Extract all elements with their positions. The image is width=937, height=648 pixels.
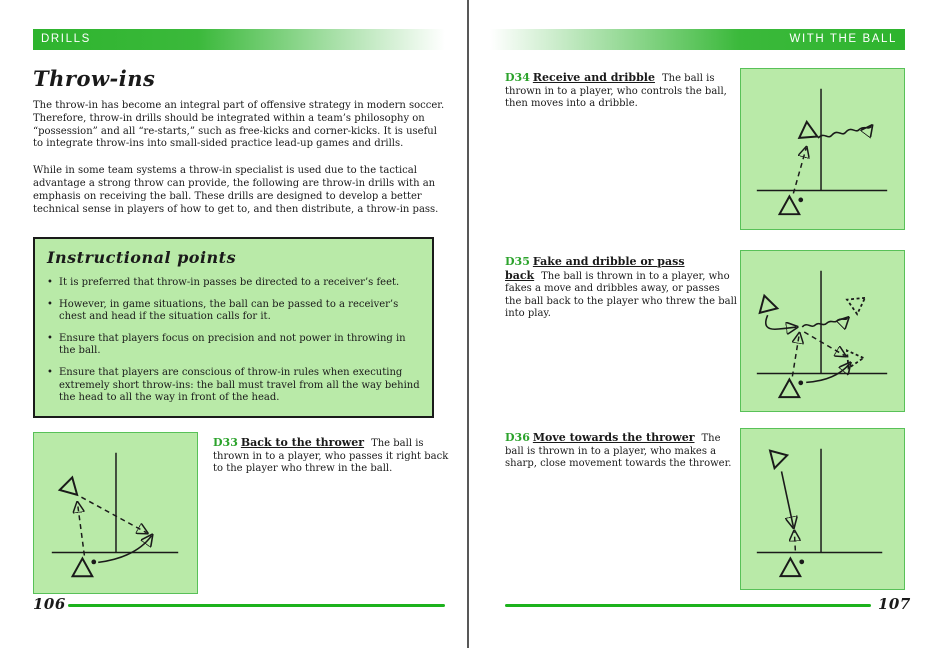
drill-description: The ball is thrown in to a player, who makes a sharp, close movement towards the thrower. xyxy=(505,433,732,470)
drill-diagram-d35 xyxy=(740,250,905,412)
ball-dot xyxy=(91,560,96,565)
dribble-wavy-arrow xyxy=(802,318,847,327)
receiver-triangle xyxy=(766,451,787,471)
throw-pass-arrow xyxy=(792,334,799,376)
instructional-point: • It is preferred that throw-in passes be directed to a receiver’s feet. xyxy=(47,277,420,290)
receiver-ghost-triangle-lower xyxy=(847,349,864,368)
drill-diagram-d33 xyxy=(33,432,198,594)
receiver-triangle xyxy=(760,296,780,317)
dribble-wavy-arrow xyxy=(818,126,871,138)
thrower-triangle xyxy=(780,196,800,214)
intro-paragraph-1: The throw-in has become an integral part of offensive strategy in modern soccer. Therefore, throw-in drills should be integrated within a team’s philosophy on “possession” and all “re-starts,” such as free-kicks and corner-kicks. It is useful to integrate throw-ins into small-sided practice lead-up games and drills. xyxy=(33,100,445,150)
drill-diagram-d36 xyxy=(740,428,905,590)
instructional-point: • However, in game situations, the ball can be passed to a receiver’s chest and head if the situation calls for it. xyxy=(47,299,420,324)
throw-pass-arrow xyxy=(77,503,84,555)
thrower-run-arrow xyxy=(98,536,151,563)
ball-dot xyxy=(799,559,804,564)
drill-text-d34 xyxy=(505,72,737,111)
instructional-points-box xyxy=(33,237,434,418)
left-page-header-label: DRILLS xyxy=(41,33,91,45)
drill-id: D36 xyxy=(505,431,530,444)
drill-title: Receive and dribble xyxy=(532,71,655,84)
movement-arrow xyxy=(782,471,794,526)
drill-text-d33 xyxy=(213,437,453,476)
return-pass-arrow xyxy=(81,497,146,533)
page-title: Throw-ins xyxy=(33,66,156,91)
pass-back-arrow xyxy=(804,332,844,356)
drill-diagram-d34-icon xyxy=(741,69,904,229)
footer-rule-right xyxy=(505,604,871,607)
intro-paragraph-2: While in some team systems a throw-in specialist is used due to the tactical advantage a strong throw can provide, the following are throw-in drills with an emphasis on receiving the ball. These drills are designed to develop a better technical sense in players of how to get to, and then distribute, a throw-in pass. xyxy=(33,165,439,215)
drill-text-d36 xyxy=(505,432,737,471)
instructional-point: • Ensure that players are conscious of throw-in rules when executing extremely short throw-ins: the ball must travel from all the way behind the head to all the way in front of the head. xyxy=(47,367,420,405)
page-number-left: 106 xyxy=(33,595,66,613)
drill-id: D33 xyxy=(213,436,238,449)
drill-diagram-d34 xyxy=(740,68,905,230)
fake-move-arrow xyxy=(766,315,797,329)
right-page-header-label: WITH THE BALL xyxy=(789,33,897,45)
receiver-ghost-triangle-upper xyxy=(847,291,870,315)
drill-diagram-d36-icon xyxy=(741,429,904,589)
thrower-triangle xyxy=(781,558,801,576)
drill-description: The ball is thrown in to a player, who controls the ball, then moves into a dribble. xyxy=(505,73,727,110)
thrower-triangle xyxy=(780,379,800,397)
throw-pass-arrow xyxy=(794,532,795,551)
instructional-points-title: Instructional points xyxy=(47,248,237,267)
drill-title: Move towards the thrower xyxy=(532,431,695,444)
drill-description: The ball is thrown in to a player, who fakes a move and dribbles away, or passes the ball back to the player who threw the ball into play. xyxy=(505,270,737,320)
ball-dot xyxy=(798,380,803,385)
receiver-triangle xyxy=(60,477,84,501)
ball-dot xyxy=(798,197,803,202)
drill-diagram-d33-icon xyxy=(34,433,197,593)
drill-text-d35 xyxy=(505,256,737,321)
receiver-triangle xyxy=(799,122,821,145)
drill-title: Fake and dribble or pass back xyxy=(505,255,685,282)
drill-description: The ball is thrown in to a player, who passes it right back to the player who threw in the ball. xyxy=(213,438,449,475)
thrower-triangle xyxy=(73,558,93,576)
drill-id: D34 xyxy=(505,71,530,84)
page-number-right: 107 xyxy=(878,595,911,613)
footer-rule-left xyxy=(68,604,445,607)
instructional-points-list xyxy=(47,277,420,405)
instructional-point: • Ensure that players focus on precision and not power in throwing in the ball. xyxy=(47,333,420,358)
right-page-header-bar xyxy=(490,29,905,50)
drill-title: Back to the thrower xyxy=(240,436,365,449)
left-page-header-bar xyxy=(33,29,445,50)
page-spine-divider xyxy=(467,0,469,648)
throw-pass-arrow xyxy=(793,148,806,193)
drill-id: D35 xyxy=(505,255,530,268)
intro-text xyxy=(33,100,450,230)
drill-diagram-d35-icon xyxy=(741,251,904,411)
